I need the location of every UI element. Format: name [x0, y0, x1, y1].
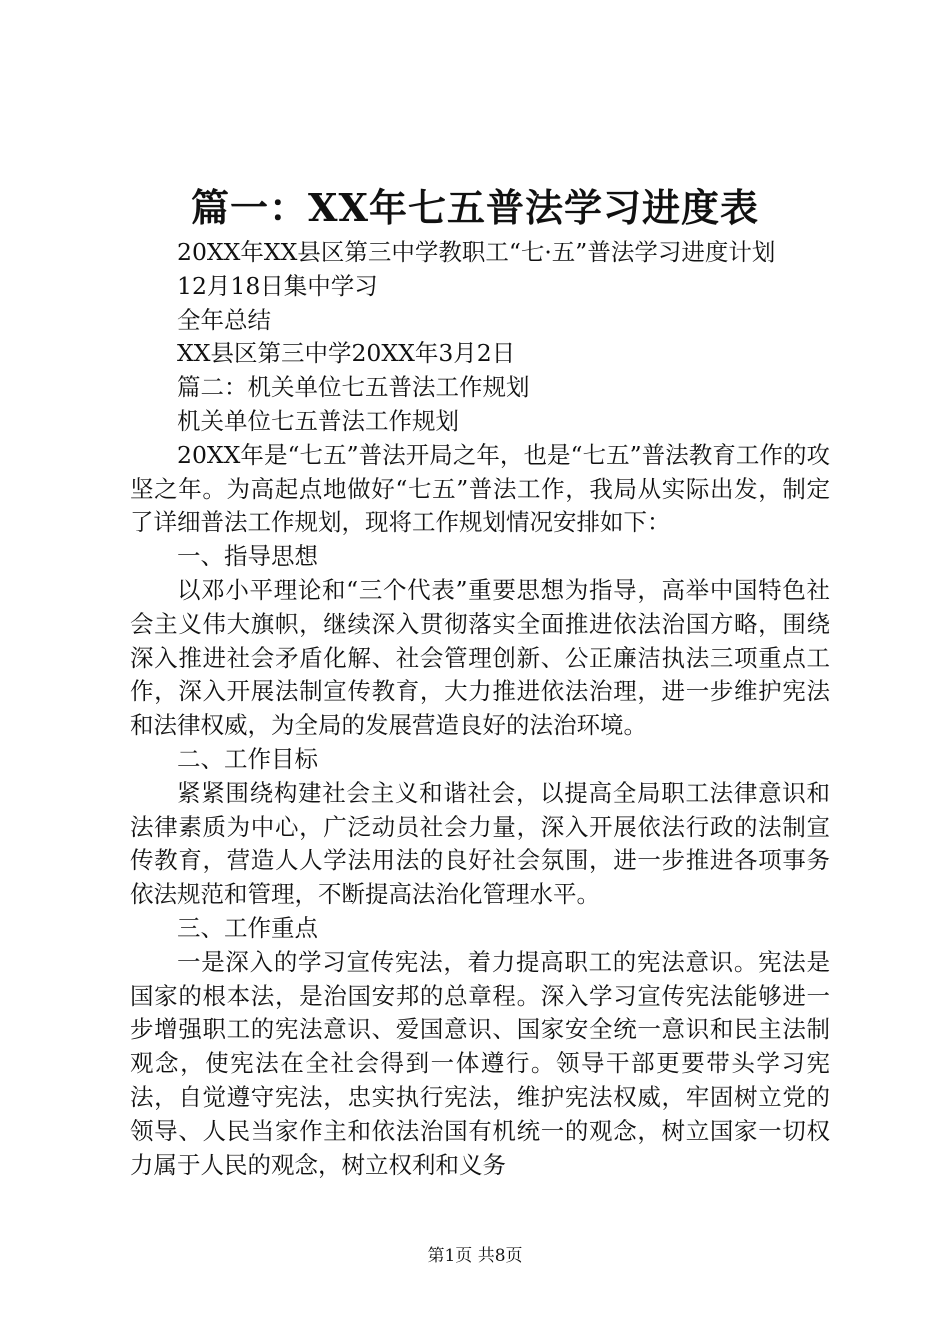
paragraph-heading-guiding-ideology: 一、指导思想 [177, 542, 318, 571]
paragraph-plan-subtitle: 机关单位七五普法工作规划 [177, 406, 459, 435]
document-body [130, 236, 830, 1182]
paragraph-study-date: 12月18日集中学习 [177, 271, 378, 300]
page-title: 篇一：XX年七五普法学习进度表 [191, 185, 759, 230]
paragraph-work-goals: 紧紧围绕构建社会主义和谐社会，以提高全局职工法律意识和法律素质为中心，广泛动员社会力量，深入开展依法行政的法制宣传教育，营造人人学法用法的良好社会氛围，进一步推进各项事务依法规范和管理，不断提高法治化管理水平。 [130, 778, 830, 909]
paragraph-work-focus: 一是深入的学习宣传宪法，着力提高职工的宪法意识。宪法是国家的根本法，是治国安邦的总章程。深入学习宣传宪法能够进一步增强职工的宪法意识、爱国意识、国家安全统一意识和民主法制观念，使宪法在全社会得到一体遵行。领导干部更要带头学习宪法，自觉遵守宪法，忠实执行宪法，维护宪法权威，牢固树立党的领导、人民当家作主和依法治国有机统一的观念，树立国家一切权力属于人民的观念，树立权利和义务 [130, 947, 830, 1179]
paragraph-guiding-ideology: 以邓小平理论和“三个代表”重要思想为指导，高举中国特色社会主义伟大旗帜，继续深入贯彻落实全面推进依法治国方略，围绕深入推进社会矛盾化解、社会管理创新、公正廉洁执法三项重点工作，深入开展法制宣传教育，大力推进依法治理，进一步维护宪法和法律权威，为全局的发展营造良好的法治环境。 [130, 575, 830, 740]
paragraph-plan-title: 20XX年XX县区第三中学教职工“七·五”普法学习进度计划 [177, 238, 776, 266]
paragraph-signature-date: XX县区第三中学20XX年3月2日 [177, 339, 516, 368]
paragraph-section-two-heading: 篇二：机关单位七五普法工作规划 [177, 373, 530, 402]
paragraph-annual-summary: 全年总结 [177, 305, 271, 334]
paragraph-intro: 20XX年是“七五”普法开局之年，也是“七五”普法教育工作的攻坚之年。为高起点地做好“七五”普法工作，我局从实际出发，制定了详细普法工作规划，现将工作规划情况安排如下： [130, 440, 830, 537]
page-footer: 第1页 共8页 [427, 1246, 523, 1266]
paragraph-heading-work-goals: 二、工作目标 [177, 744, 318, 773]
paragraph-heading-work-focus: 三、工作重点 [177, 913, 318, 942]
